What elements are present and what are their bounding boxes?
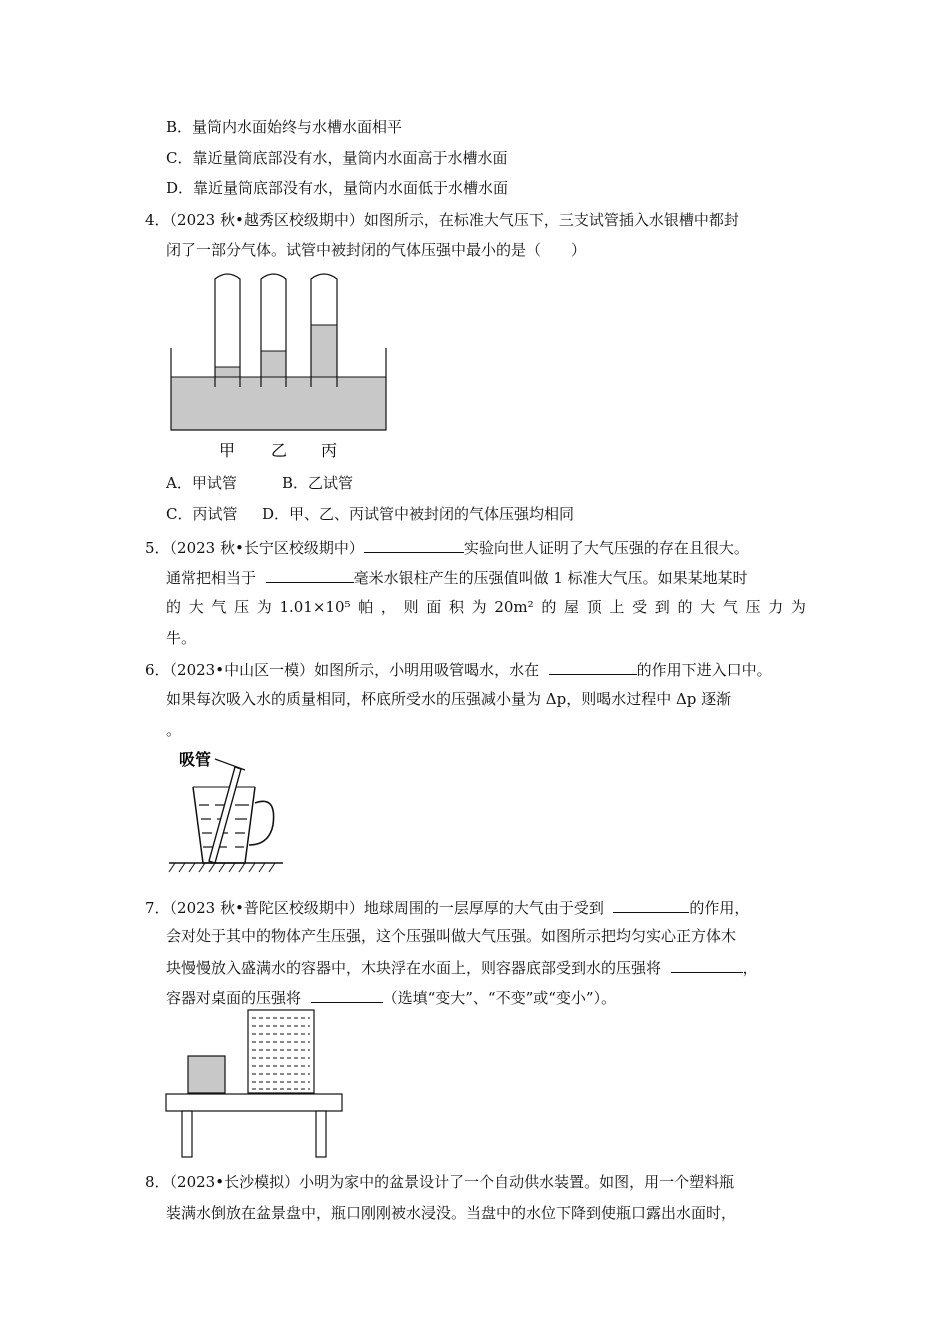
q7-line4-post: （选填“变大”、“不变”或“变小”）。 — [382, 989, 617, 1007]
q7-blank-1[interactable] — [613, 896, 689, 913]
q7-line1-pre: 7．（2023 秋•普陀区校级期中）地球周围的一层厚厚的大气由于受到 — [145, 899, 604, 917]
q8-stem-line2: 装满水倒放在盆景盘中，瓶口刚刚被水浸没。当盘中的水位下降到使瓶口露出水面时， — [166, 1204, 737, 1222]
q6-line1-pre: 6．（2023•中山区一模）如图所示，小明用吸管喝水，水在 — [145, 661, 540, 679]
q7-stem-line4 — [166, 986, 616, 1008]
straw-label: 吸管 — [178, 750, 212, 769]
water-container — [248, 1010, 314, 1093]
q7-line3-pre: 块慢慢放入盛满水的容器中，木块浮在水面上，则容器底部受到水的压强将 — [166, 959, 662, 977]
mercury-trough — [171, 377, 386, 430]
q5-line2-pre: 通常把相当于 — [166, 569, 257, 587]
q8-stem-line1: 8．（2023•长沙模拟）小明为家中的盆景设计了一个自动供水装置。如图，用一个塑料瓶 — [145, 1173, 735, 1191]
mercury-column-yi — [261, 351, 286, 378]
q6-straw-cup-figure — [165, 745, 285, 875]
q3-option-b: B．量筒内水面始终与水槽水面相平 — [166, 118, 403, 136]
q5-blank-1[interactable] — [364, 536, 464, 553]
q4-stem-line1: 4．（2023 秋•越秀区校级期中）如图所示，在标准大气压下，三支试管插入水银槽中都封 — [145, 211, 739, 229]
q6-blank-1[interactable] — [549, 658, 637, 675]
mercury-column-bing — [311, 325, 337, 378]
q6-stem-line3: 。 — [166, 721, 182, 739]
q7-blank-2[interactable] — [671, 956, 743, 973]
mercury-column-jia — [215, 367, 240, 378]
q6-stem-line1 — [145, 658, 772, 680]
q7-stem-line2: 会对处于其中的物体产生压强，这个压强叫做大气压强。如图所示把均匀实心正方体木 — [166, 927, 737, 945]
q7-table-figure — [162, 1008, 348, 1160]
q5-stem-line3: 的 大 气 压 为 1.01×10⁵ 帕 ， 则 面 积 为 20m² 的 屋 顶 上 受 到 的 大 气 压 力 为 — [166, 598, 806, 616]
q7-stem-line3 — [166, 956, 758, 978]
q5-after-blank1: 实验向世人证明了大气压强的存在且很大。 — [463, 539, 749, 557]
label-yi: 乙 — [270, 441, 288, 460]
table-leg-left — [182, 1111, 192, 1157]
q3-option-c: C．靠近量筒底部没有水，量筒内水面高于水槽水面 — [166, 149, 508, 167]
q7-line4-pre: 容器对桌面的压强将 — [166, 989, 302, 1007]
q5-stem-line1 — [145, 536, 749, 558]
q5-stem-line4: 牛。 — [166, 629, 197, 647]
label-bing: 丙 — [320, 441, 338, 460]
q4-option-c: C．丙试管 — [166, 505, 238, 523]
q7-blank-3[interactable] — [311, 986, 383, 1003]
q4-option-a: A．甲试管 — [166, 474, 237, 492]
q4-stem-line2: 闭了一部分气体。试管中被封闭的气体压强中最小的是（ ） — [166, 241, 587, 259]
q6-line1-post: 的作用下进入口中。 — [636, 661, 772, 679]
q5-blank-2[interactable] — [266, 566, 354, 583]
q7-line3-post: ， — [742, 959, 758, 977]
q3-option-d: D．靠近量筒底部没有水，量筒内水面低于水槽水面 — [166, 179, 509, 197]
q4-tubes-figure — [165, 268, 395, 468]
wood-block — [188, 1056, 225, 1093]
table-leg-right — [316, 1111, 326, 1157]
q5-prefix: 5．（2023 秋•长宁区校级期中） — [145, 539, 364, 557]
q4-option-b: B．乙试管 — [282, 474, 354, 492]
q5-line2-post: 毫米水银柱产生的压强值叫做 1 标准大气压。如果某地某时 — [353, 569, 748, 587]
q7-line1-post: 的作用， — [689, 899, 750, 917]
ground-hatching — [169, 863, 275, 872]
label-jia: 甲 — [218, 441, 236, 460]
q5-stem-line2 — [166, 566, 748, 588]
q4-option-d: D．甲、乙、丙试管中被封闭的气体压强均相同 — [262, 505, 575, 523]
q6-stem-line2: 如果每次吸入水的质量相同，杯底所受水的压强减小量为 Δp，则喝水过程中 Δp 逐渐 — [166, 690, 732, 708]
table-top — [166, 1094, 342, 1111]
q7-stem-line1 — [145, 896, 749, 918]
straw — [209, 767, 241, 863]
